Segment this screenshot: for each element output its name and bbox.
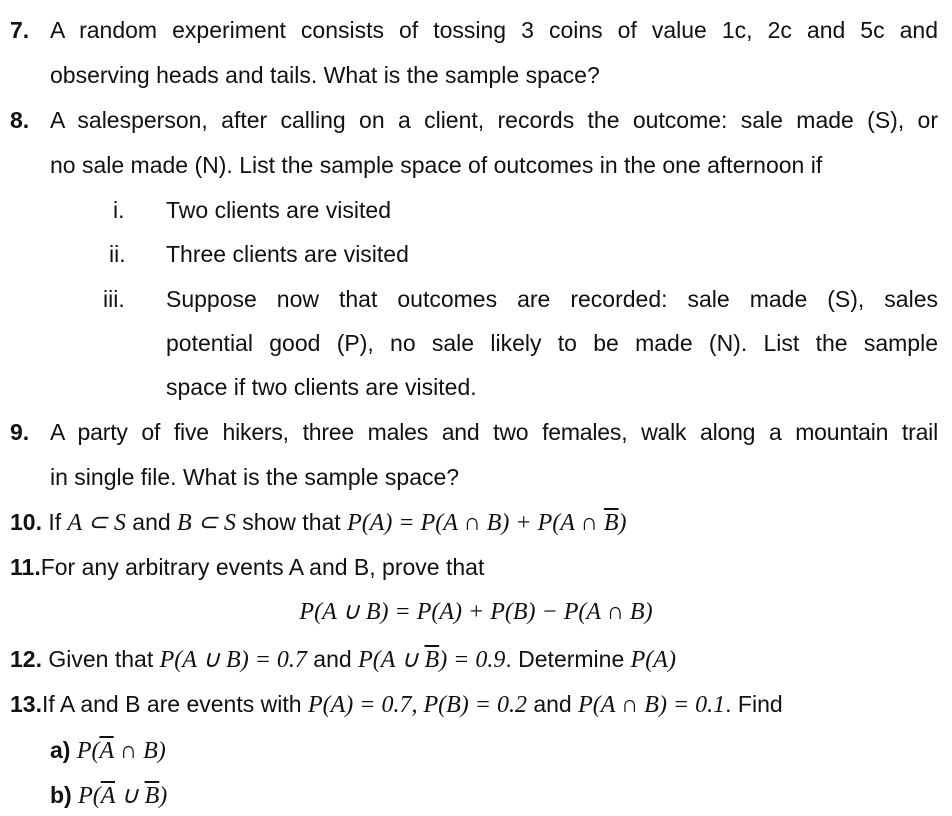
q11-number: 11. xyxy=(10,554,41,580)
q12-text-given: Given that xyxy=(48,646,154,672)
q10-text-and: and xyxy=(132,509,171,535)
q9-line-1: A party of five hikers, three males and two females, walk along a mountain trail xyxy=(50,419,938,445)
q13-part-b xyxy=(50,781,167,810)
q8-line-1: A salesperson, after calling on a client, records the outcome: sale made (S), or xyxy=(50,107,938,133)
q12-number: 12. xyxy=(10,646,42,672)
q12-math2-post: ) = 0.9 xyxy=(439,647,506,673)
q7-number: 7. xyxy=(10,17,30,43)
q8-item-iii-line-2: potential good (P), no sale likely to be made (N). List the sample xyxy=(166,330,938,356)
q9-line-2: in single file. What is the sample space? xyxy=(50,464,460,490)
q12-math2-pre: P(A ∪ xyxy=(358,647,425,673)
q13-math-probabilities: P(A) = 0.7, P(B) = 0.2 xyxy=(307,692,527,718)
q12-text-and: and xyxy=(313,646,352,672)
q13-part-a-expression: $P(\overline{A}$ ∩ B) xyxy=(76,738,166,764)
q8-line-2: no sale made (N). List the sample space of outcomes in the one afternoon if xyxy=(50,152,823,178)
q8-item-ii-text: Three clients are visited xyxy=(166,241,409,267)
q10-line xyxy=(10,508,627,537)
q10-equation-end: ) xyxy=(618,510,627,536)
q10-math-b-subset: B ⊂ S xyxy=(177,510,236,536)
q13-part-a-marker: a) xyxy=(50,737,71,763)
q10-equation-lhs: P(A) = P(A ∩ B) + P(A ∩ xyxy=(347,510,604,536)
q13-math-intersection: P(A ∩ B) = 0.1 xyxy=(578,692,726,718)
q13-line xyxy=(10,690,783,719)
q10-number: 10. xyxy=(10,509,42,535)
q12-line xyxy=(10,645,676,674)
q12-math-union-complement xyxy=(358,647,505,673)
q7-line-2: observing heads and tails. What is the sample space? xyxy=(50,62,600,88)
q12-math-pa: P(A) xyxy=(630,647,676,673)
q8-item-iii-marker: iii. xyxy=(103,286,125,312)
q13-text-and: and xyxy=(533,691,572,717)
q12-math-union: P(A ∪ B) = 0.7 xyxy=(159,647,307,673)
q9-number: 9. xyxy=(10,419,30,445)
q8-item-i-text: Two clients are visited xyxy=(166,197,391,223)
q11-equation: P(A ∪ B) = P(A) + P(B) − P(A ∩ B) xyxy=(299,599,653,625)
q13-part-a xyxy=(50,736,166,765)
q8-item-iii-line-1: Suppose now that outcomes are recorded: sale made (S), sales xyxy=(166,286,938,312)
q13-text-find: . Find xyxy=(725,691,783,717)
q13-part-b-expression: $P(\overline{A}$ ∪ $\overline{B}$) xyxy=(78,783,168,809)
q10-equation xyxy=(347,510,626,536)
q8-number: 8. xyxy=(10,107,30,133)
q8-item-i-marker: i. xyxy=(113,197,125,223)
q8-item-ii-marker: ii. xyxy=(109,241,126,267)
q13-part-b-marker: b) xyxy=(50,782,72,808)
q10-equation-bar-b: $\overline{B}$ xyxy=(603,510,619,536)
q10-text-show: show that xyxy=(242,509,341,535)
q13-number: 13. xyxy=(10,691,42,717)
q8-item-iii-line-3: space if two clients are visited. xyxy=(166,374,477,400)
q7-line-1: A random experiment consists of tossing 3 coins of value 1c, 2c and 5c and xyxy=(50,17,938,43)
q12-math2-bar-b: $\overline{B}$ xyxy=(424,647,440,673)
q12-text-determine: . Determine xyxy=(505,646,625,672)
q11-line xyxy=(10,553,484,581)
q11-text: For any arbitrary events A and B, prove that xyxy=(40,554,485,580)
q10-math-a-subset: A ⊂ S xyxy=(67,510,126,536)
q10-text-if: If xyxy=(48,509,62,535)
q13-text-if: If A and B are events with xyxy=(41,691,302,717)
